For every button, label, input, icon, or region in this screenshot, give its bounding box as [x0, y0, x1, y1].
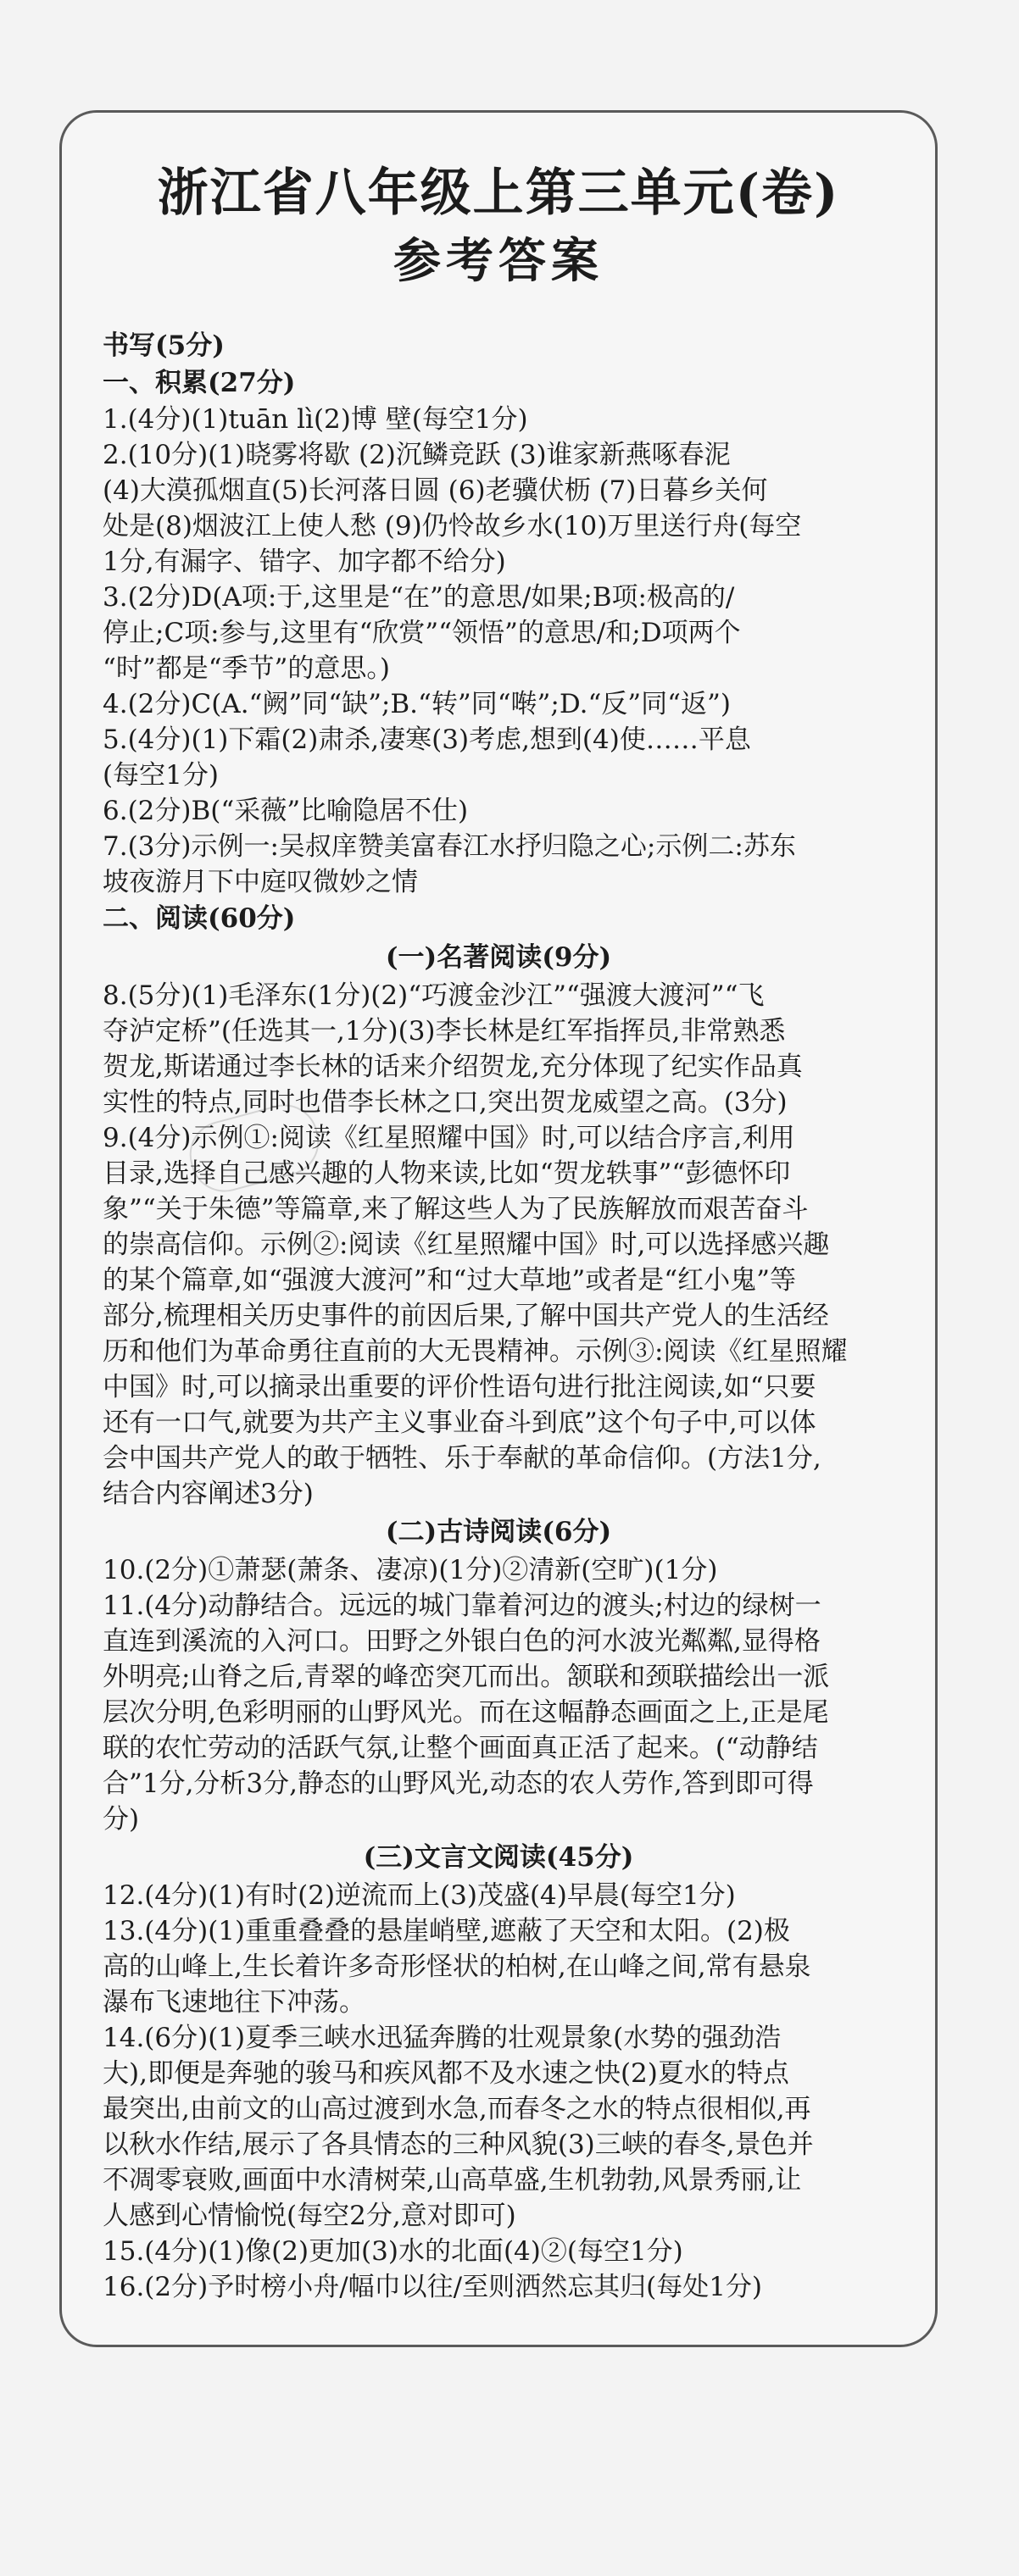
answer-line: 大),即便是奔驰的骏马和疾风都不及水速之快(2)夏水的特点 [103, 2058, 789, 2089]
answer-line: 8.(5分)(1)毛泽东(1分)(2)“巧渡金沙江”“强渡大渡河”“飞 [103, 980, 765, 1011]
answer-content [62, 159, 935, 2305]
answer-line: 以秋水作结,展示了各具情态的三种风貌(3)三峡的春冬,景色并 [103, 2129, 814, 2160]
answer-line: 10.(2分)①萧瑟(萧条、凄凉)(1分)②清新(空旷)(1分) [103, 1555, 718, 1585]
answer-line: 停止;C项:参与,这里有“欣赏”“领悟”的意思/和;D项两个 [103, 618, 741, 648]
answer-line: 部分,梳理相关历史事件的前因后果,了解中国共产党人的生活经 [103, 1301, 829, 1331]
answer-line: 2.(10分)(1)晓雾将歇 (2)沉鳞竞跃 (3)谁家新燕啄春泥 [103, 440, 731, 470]
answer-line: 11.(4分)动静结合。远远的城门靠着河边的渡头;村边的绿树一 [103, 1591, 821, 1621]
page-subtitle: 参考答案 [393, 233, 604, 289]
answer-line: 贺龙,斯诺通过李长林的话来介绍贺龙,充分体现了纪实作品真 [103, 1052, 803, 1082]
answer-line: 瀑布飞速地往下冲荡。 [103, 1987, 365, 2018]
answer-line: 实性的特点,同时也借李长林之口,突出贺龙威望之高。(3分) [103, 1087, 788, 1118]
answer-line: 夺泸定桥”(任选其一,1分)(3)李长林是红军指挥员,非常熟悉 [103, 1016, 786, 1046]
answer-line: 14.(6分)(1)夏季三峡水迅猛奔腾的壮观景象(水势的强劲浩 [103, 2023, 782, 2053]
answer-line: (每空1分) [103, 760, 219, 791]
answer-line: 坡夜游月下中庭叹微妙之情 [103, 867, 418, 897]
answer-line: 16.(2分)予时榜小舟/幅巾以往/至则洒然忘其归(每处1分) [103, 2272, 763, 2302]
answer-line: 外明亮;山脊之后,青翠的峰峦突兀而出。颔联和颈联描绘出一派 [103, 1662, 830, 1692]
section-heading: 书写(5分) [103, 330, 225, 361]
answer-line: 1分,有漏字、错字、加字都不给分) [103, 547, 506, 577]
answer-line: 层次分明,色彩明丽的山野风光。而在这幅静态画面之上,正是尾 [103, 1697, 829, 1728]
answer-line: 3.(2分)D(A项:于,这里是“在”的意思/如果;B项:极高的/ [103, 582, 735, 613]
answer-line: 不凋零衰败,画面中水清树荣,山高草盛,生机勃勃,风景秀丽,让 [103, 2165, 802, 2196]
answer-line: 中国》时,可以摘录出重要的评价性语句进行批注阅读,如“只要 [103, 1372, 816, 1402]
answer-line: 9.(4分)示例①:阅读《红星照耀中国》时,可以结合序言,利用 [103, 1123, 795, 1153]
answer-line: 12.(4分)(1)有时(2)逆流而上(3)茂盛(4)早晨(每空1分) [103, 1880, 736, 1911]
answer-line: 7.(3分)示例一:吴叔庠赞美富春江水抒归隐之心;示例二:苏东 [103, 831, 796, 862]
answer-body [103, 327, 894, 2305]
answer-line: 最突出,由前文的山高过渡到水急,而春冬之水的特点很相似,再 [103, 2094, 811, 2124]
answer-line: 分) [103, 1804, 140, 1835]
answer-line: 6.(2分)B(“采薇”比喻隐居不仕) [103, 796, 469, 826]
answer-line: 的某个篇章,如“强渡大渡河”和“过大草地”或者是“红小鬼”等 [103, 1265, 796, 1296]
answer-line: 高的山峰上,生长着许多奇形怪状的柏树,在山峰之间,常有悬泉 [103, 1951, 811, 1982]
answer-line: 5.(4分)(1)下霜(2)肃杀,凄寒(3)考虑,想到(4)使……平息 [103, 724, 751, 755]
answer-line: 处是(8)烟波江上使人愁 (9)仍怜故乡水(10)万里送行舟(每空 [103, 511, 802, 541]
answer-line: 的崇高信仰。示例②:阅读《红星照耀中国》时,可以选择感兴趣 [103, 1230, 830, 1260]
answer-line: 目录,选择自己感兴趣的人物来读,比如“贺龙轶事”“彭德怀印 [103, 1158, 791, 1189]
answer-sheet [59, 110, 938, 2347]
answer-line: (4)大漠孤烟直(5)长河落日圆 (6)老骥伏枥 (7)日暮乡关何 [103, 475, 768, 506]
answer-line: 1.(4分)(1)tuān lì(2)博 壁(每空1分) [103, 404, 528, 435]
section-heading: 一、积累(27分) [103, 368, 296, 398]
section-heading: 二、阅读(60分) [103, 903, 296, 934]
answer-line: 结合内容阐述3分) [103, 1479, 314, 1509]
answer-line: “时”都是“季节”的意思。) [103, 653, 390, 684]
answer-line: 会中国共产党人的敢于牺牲、乐于奉献的革命信仰。(方法1分, [103, 1443, 821, 1474]
answer-line: 13.(4分)(1)重重叠叠的悬崖峭壁,遮蔽了天空和太阳。(2)极 [103, 1916, 790, 1946]
answer-line: 联的农忙劳动的活跃气氛,让整个画面真正活了起来。(“动静结 [103, 1733, 818, 1763]
answer-line: 还有一口气,就要为共产主义事业奋斗到底”这个句子中,可以体 [103, 1407, 816, 1438]
answer-line: 合”1分,分析3分,静态的山野风光,动态的农人劳作,答到即可得 [103, 1768, 814, 1799]
subsection-heading: (二)古诗阅读(6分) [385, 1517, 612, 1547]
answer-line: 4.(2分)C(A.“阙”同“缺”;B.“转”同“啭”;D.“反”同“返”) [103, 689, 731, 719]
subsection-heading: (一)名著阅读(9分) [385, 942, 612, 973]
answer-line: 象”“关于朱德”等篇章,来了解这些人为了民族解放而艰苦奋斗 [103, 1194, 809, 1224]
answer-line: 15.(4分)(1)像(2)更加(3)水的北面(4)②(每空1分) [103, 2236, 683, 2267]
answer-line: 历和他们为革命勇往直前的大无畏精神。示例③:阅读《红星照耀 [103, 1336, 848, 1367]
subsection-heading: (三)文言文阅读(45分) [363, 1842, 634, 1873]
answer-line: 人感到心情愉悦(每空2分,意对即可) [103, 2201, 516, 2231]
answer-line: 直连到溪流的入河口。田野之外银白色的河水波光粼粼,显得格 [103, 1626, 821, 1657]
page-title: 浙江省八年级上第三单元(卷) [157, 164, 840, 223]
